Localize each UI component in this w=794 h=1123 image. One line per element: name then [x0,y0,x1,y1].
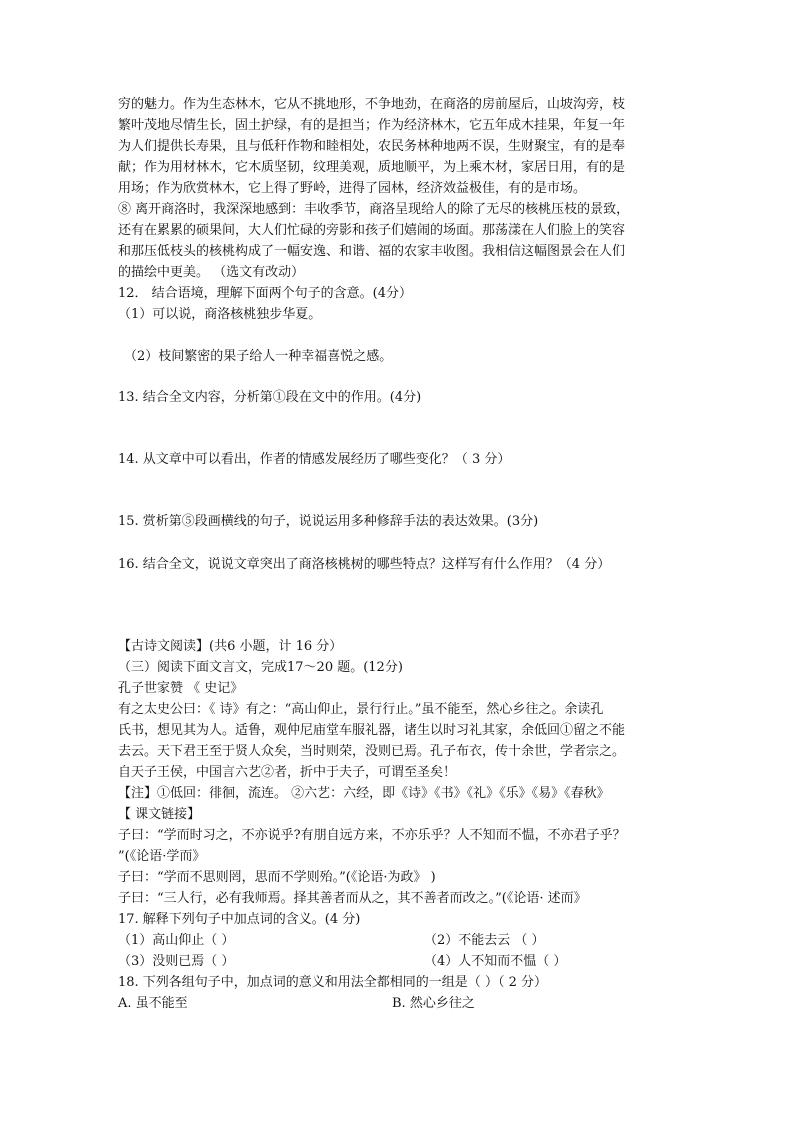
question-13: 13. 结合全文内容，分析第①段在文中的作用。(4分) [118,390,422,405]
link-line: 子曰：“学而不思则罔，思而不学则殆。”(《论语·为政》 ) [118,870,436,885]
passage-line: 用场；作为欣赏林木，它上得了野岭，进得了园林，经济效益极佳，有的是市场。 [118,181,587,196]
q17-item-2: （2）不能去云 （ ） [424,933,545,948]
link-line: ”(《论语·学而》 [118,849,206,864]
classical-text-line: 有之太史公曰：《 诗》有之：“高山仰止，景行行止。”虽不能至，然心乡往之。余读孔 [118,702,604,717]
passage-line: 为人们提供长寿果，且与低秆作物和睦相处，农民务林种地两不误，生财聚宝，有的是奉 [118,139,626,154]
q18-option-b: B. 然心乡往之 [392,996,475,1011]
q18-option-a: A. 虽不能至 [118,996,188,1011]
q17-item-1: （1）高山仰止（ ） [118,933,235,948]
q17-item-4: （4）人不知而不愠（ ） [424,954,567,969]
question-12-2: （2）枝间繁密的果子给人一种幸福喜悦之感。 [124,349,393,364]
subsection-header: （三）阅读下面文言文，完成17～20 题。(12分) [118,660,403,675]
classical-note: 【注】①低回：徘徊，流连。 ②六艺：六经，即《诗》《书》《礼》《乐》《易》《春秋》 [118,786,610,801]
link-header: 【 课文链接】 [118,807,201,822]
question-12: 12． 结合语境，理解下面两个句子的含意。(4分） [118,286,413,301]
question-15: 15. 赏析第⑤段画横线的句子，说说运用多种修辞手法的表达效果。(3分) [118,514,539,529]
section-header: 【古诗文阅读】(共6 小题，计 16 分） [118,639,343,654]
passage-line: 献；作为用材林木，它木质坚韧，纹理美观，质地顺平，为上乘木材，家居日用，有的是 [118,160,626,175]
passage-line: 繁叶茂地尽情生长，固土护绿，有的是担当；作为经济林木，它五年成木挂果，年复一年 [118,118,626,133]
passage-line: 的描绘中更美。 （选文有改动） [118,265,305,280]
classical-text-line: 去云。天下君王至于贤人众矣，当时则荣，没则已焉。孔子布衣，传十余世，学者宗之。 [118,744,626,759]
question-14: 14. 从文章中可以看出，作者的情感发展经历了哪些变化？（ 3 分） [118,452,511,467]
passage-line: ⑧ 离开商洛时，我深深地感到：丰收季节，商洛呈现给人的除了无尽的核桃压枝的景致， [118,202,630,217]
link-line: 子曰：“学而时习之，不亦说乎?有朋自远方来，不亦乐乎？人不知而不愠，不亦君子乎？ [118,828,626,843]
classical-text-line: 自天子王侯，中国言六艺②者，折中于夫子，可谓至圣矣！ [118,765,457,780]
classical-title: 孔子世家赞 《 史记》 [118,681,244,696]
passage-line: 和那压低枝头的核桃构成了一幅安逸、和谐、福的农家丰收图。我相信这幅图景会在人们 [118,244,626,259]
question-12-1: （1）可以说，商洛核桃独步华夏。 [118,307,322,322]
passage-line: 穷的魅力。作为生态林木，它从不挑地形，不争地劲，在商洛的房前屋后，山坡沟旁，枝 [118,97,626,112]
question-16: 16. 结合全文，说说文章突出了商洛核桃树的哪些特点？这样写有什么作用？（4 分） [118,557,611,572]
question-18: 18. 下列各组句子中，加点词的意义和用法全都相同的一组是（ ）（ 2 分） [118,975,547,990]
question-17: 17. 解释下列句子中加点词的含义。(4 分) [118,912,361,927]
q17-item-3: （3）没则已焉（ ） [118,954,235,969]
passage-line: 还有在累累的硕果间，大人们忙碌的旁影和孩子们嬉闹的场面。那荡漾在人们脸上的笑容 [118,223,626,238]
classical-text-line: 氏书，想见其为人。适鲁，观仲尼庙堂车服礼器，诸生以时习礼其家，余低回①留之不能 [118,723,626,738]
link-line: 子曰：“三人行，必有我师焉。择其善者而从之，其不善者而改之。”(《论语· 述而》 [118,891,587,906]
